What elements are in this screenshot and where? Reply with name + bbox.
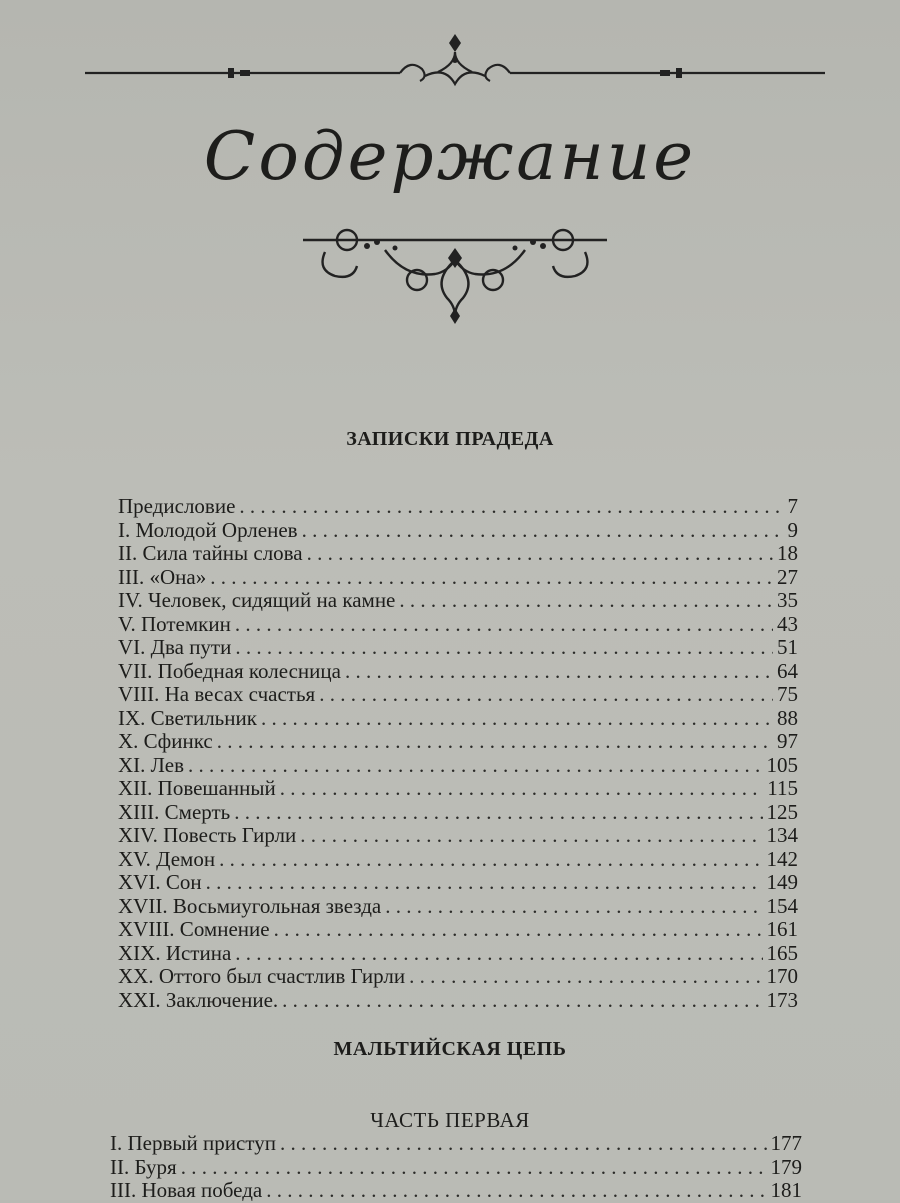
flourish-ornament-icon (295, 212, 615, 324)
toc-row (118, 895, 798, 919)
toc-row (118, 707, 798, 731)
toc-leader-dots (261, 707, 773, 731)
toc-row-page: 75 (777, 682, 798, 706)
toc-row-page: 43 (777, 611, 798, 636)
toc-row-label: XVIII. Сомнение (118, 917, 270, 941)
toc-row (118, 777, 798, 801)
toc-row (118, 542, 798, 566)
toc-row-page: 154 (766, 893, 798, 918)
toc-row-page: 161 (766, 917, 798, 941)
toc-leader-dots (210, 566, 773, 590)
toc-leader-dots (282, 989, 762, 1013)
toc-row (118, 824, 798, 848)
toc-row-page: 149 (766, 870, 798, 894)
toc-row (118, 871, 798, 895)
toc-row-page: 51 (777, 635, 798, 659)
toc-leader-dots (181, 1156, 767, 1180)
toc-row (118, 589, 798, 613)
toc-row-page: 18 (777, 541, 798, 565)
toc-leader-dots (319, 683, 773, 707)
toc-row-label: II. Буря (110, 1154, 177, 1179)
toc-leader-dots (399, 589, 773, 613)
toc-row-page: 179 (770, 1154, 802, 1179)
toc-row-label: XII. Повешанный (118, 776, 276, 800)
toc-leader-dots (234, 801, 762, 825)
toc-row-label: VII. Победная колесница (118, 658, 341, 683)
toc-row (118, 965, 798, 989)
toc-row (118, 848, 798, 872)
toc-leader-dots (266, 1179, 766, 1203)
toc-row-label: II. Сила тайны слова (118, 541, 303, 565)
toc-leader-dots (219, 848, 762, 872)
toc-row (118, 754, 798, 778)
toc-row (118, 660, 798, 684)
toc-row-label: IX. Светильник (118, 705, 257, 730)
toc-row (118, 683, 798, 707)
toc-row-page: 7 (787, 494, 798, 518)
toc-row-label: X. Сфинкс (118, 729, 213, 753)
toc-row-label: I. Молодой Орленев (118, 517, 298, 542)
toc-row (110, 1132, 802, 1156)
toc-list-section1 (118, 495, 798, 1012)
toc-row (118, 918, 798, 942)
ornamental-rule-icon (80, 28, 830, 98)
toc-leader-dots (280, 777, 764, 801)
toc-row-label: VIII. На весах счастья (118, 682, 316, 706)
toc-leader-dots (239, 495, 783, 519)
toc-row-page: 9 (787, 517, 798, 542)
toc-row-label: IV. Человек, сидящий на камне (118, 588, 396, 612)
toc-leader-dots (188, 754, 763, 778)
toc-row-label: Предисловие (118, 494, 236, 518)
toc-row-page: 97 (777, 729, 798, 753)
toc-row (118, 566, 798, 590)
toc-row-label: XIX. Истина (118, 940, 232, 965)
toc-row-label: III. «Она» (118, 564, 207, 589)
toc-leader-dots (345, 660, 773, 684)
toc-row-label: XVII. Восьмиугольная звезда (118, 893, 382, 918)
toc-row-page: 88 (777, 705, 798, 730)
toc-row-page: 181 (770, 1178, 802, 1202)
toc-row-page: 125 (766, 799, 798, 824)
toc-row-label: III. Новая победа (110, 1178, 263, 1202)
toc-leader-dots (235, 613, 773, 637)
page-title: Содержание (203, 118, 697, 195)
toc-row-page: 134 (766, 823, 798, 847)
toc-leader-dots (206, 871, 763, 895)
toc-row-label: XIII. Смерть (118, 799, 231, 824)
toc-row-page: 177 (770, 1131, 802, 1155)
toc-row-label: VI. Два пути (118, 635, 232, 659)
part-heading: ЧАСТЬ ПЕРВАЯ (370, 1108, 530, 1132)
toc-leader-dots (235, 942, 762, 966)
toc-leader-dots (217, 730, 773, 754)
toc-row (118, 495, 798, 519)
toc-row-page: 142 (766, 846, 798, 871)
section-heading-maltese-chain: МАЛЬТИЙСКАЯ ЦЕПЬ (333, 1038, 567, 1060)
toc-row (118, 636, 798, 660)
toc-row-page: 64 (777, 658, 798, 683)
toc-leader-dots (235, 636, 773, 660)
toc-row-page: 173 (766, 987, 798, 1012)
toc-row-page: 170 (766, 964, 798, 988)
toc-row-label: I. Первый приступ (110, 1131, 276, 1155)
toc-row-label: XXI. Заключение. (118, 987, 279, 1012)
toc-leader-dots (409, 965, 762, 989)
toc-row-page: 105 (766, 752, 798, 777)
toc-leader-dots (280, 1132, 767, 1156)
toc-leader-dots (385, 895, 762, 919)
toc-leader-dots (302, 519, 784, 543)
toc-leader-dots (300, 824, 762, 848)
toc-list-section2 (110, 1132, 802, 1203)
toc-row-label: XI. Лев (118, 752, 184, 777)
toc-row-page: 27 (777, 564, 798, 589)
toc-row-label: XIV. Повесть Гирли (118, 823, 297, 847)
toc-row (110, 1179, 802, 1203)
toc-leader-dots (307, 542, 773, 566)
toc-row-page: 165 (766, 940, 798, 965)
toc-row-page: 115 (767, 776, 798, 800)
toc-row-page: 35 (777, 588, 798, 612)
toc-row-label: V. Потемкин (118, 611, 231, 636)
toc-row (118, 801, 798, 825)
toc-row-label: XV. Демон (118, 846, 216, 871)
toc-row (118, 942, 798, 966)
toc-row (118, 730, 798, 754)
toc-row (118, 519, 798, 543)
toc-leader-dots (274, 918, 763, 942)
toc-row (110, 1156, 802, 1180)
toc-row-label: XVI. Сон (118, 870, 202, 894)
toc-row-label: XX. Оттого был счастлив Гирли (118, 964, 406, 988)
toc-row (118, 989, 798, 1013)
toc-row (118, 613, 798, 637)
section-heading-zapiski: ЗАПИСКИ ПРАДЕДА (346, 428, 554, 450)
